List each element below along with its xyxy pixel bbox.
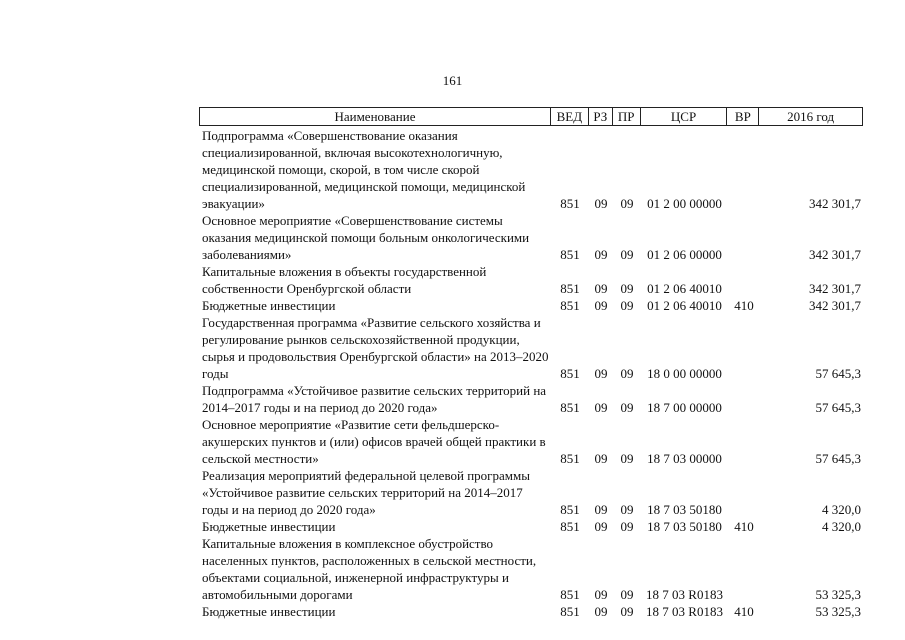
row-amount: 53 325,3 — [815, 604, 861, 619]
header-vr: ВР — [727, 108, 759, 125]
table-row — [199, 416, 863, 467]
row-ved: 851 — [560, 366, 580, 381]
row-ved: 851 — [560, 587, 580, 602]
table-row — [199, 297, 863, 314]
row-name: Бюджетные инвестиции — [202, 604, 336, 619]
table-row — [199, 603, 863, 620]
row-pr: 09 — [620, 604, 634, 619]
row-rz: 09 — [594, 196, 608, 211]
row-csr: 18 7 03 R0183 — [646, 604, 723, 619]
row-rz: 09 — [594, 519, 608, 534]
row-amount: 4 320,0 — [822, 502, 861, 517]
row-amount: 57 645,3 — [815, 451, 861, 466]
row-ved: 851 — [560, 281, 580, 296]
row-amount: 342 301,7 — [809, 281, 861, 296]
table-header — [199, 107, 863, 126]
row-ved: 851 — [560, 451, 580, 466]
row-csr: 01 2 06 40010 — [647, 281, 722, 296]
row-ved: 851 — [560, 298, 580, 313]
row-name: Капитальные вложения в объекты государственной собственности Оренбургской области — [202, 264, 487, 296]
row-ved: 851 — [560, 247, 580, 262]
row-amount: 53 325,3 — [815, 587, 861, 602]
table-row — [199, 382, 863, 416]
table-body — [199, 127, 863, 620]
row-name: Подпрограмма «Совершенствование оказания специализированной, включая высокотехнологичную, медицинской помощи, скорой, в том числе скорой специализированной, медицинской помощи, медицинской эвакуации» — [202, 128, 526, 211]
header-ved: ВЕД — [551, 108, 589, 125]
row-rz: 09 — [594, 451, 608, 466]
row-rz: 09 — [594, 298, 608, 313]
table-row — [199, 212, 863, 263]
row-csr: 18 7 03 50180 — [647, 519, 722, 534]
row-vr: 410 — [734, 519, 754, 534]
row-name: Государственная программа «Развитие сельского хозяйства и регулирование рынков сельскохозяйственной продукции, сырья и продовольствия Оренбургской области» на 2013–2020 годы — [202, 315, 549, 381]
row-ved: 851 — [560, 519, 580, 534]
row-csr: 18 7 00 00000 — [647, 400, 722, 415]
header-amount: 2016 год — [787, 109, 835, 124]
row-rz: 09 — [594, 366, 608, 381]
row-amount: 342 301,7 — [809, 298, 861, 313]
row-pr: 09 — [620, 451, 634, 466]
table-row — [199, 535, 863, 603]
row-csr: 18 0 00 00000 — [647, 366, 722, 381]
row-rz: 09 — [594, 604, 608, 619]
row-pr: 09 — [620, 502, 634, 517]
row-ved: 851 — [560, 400, 580, 415]
row-amount: 57 645,3 — [815, 366, 861, 381]
row-amount: 4 320,0 — [822, 519, 861, 534]
table-row — [199, 314, 863, 382]
row-amount: 57 645,3 — [815, 400, 861, 415]
row-name: Капитальные вложения в комплексное обустройство населенных пунктов, расположенных в сельской местности, объектами социальной, инженерной инфраструктуры и автомобильными дорогами — [202, 536, 537, 602]
header-pr: ПР — [613, 108, 641, 125]
row-pr: 09 — [620, 519, 634, 534]
row-csr: 01 2 06 00000 — [647, 247, 722, 262]
row-name: Реализация мероприятий федеральной целевой программы «Устойчивое развитие сельских территорий на 2014–2017 годы и на период до 2020 года» — [202, 468, 530, 517]
page-number: 161 — [442, 73, 463, 88]
row-csr: 18 7 03 50180 — [647, 502, 722, 517]
row-name: Подпрограмма «Устойчивое развитие сельских территорий на 2014–2017 годы и на период до 2020 года» — [202, 383, 547, 415]
row-csr: 01 2 00 00000 — [647, 196, 722, 211]
row-rz: 09 — [594, 502, 608, 517]
row-ved: 851 — [560, 502, 580, 517]
row-csr: 01 2 06 40010 — [647, 298, 722, 313]
row-amount: 342 301,7 — [809, 196, 861, 211]
table-row — [199, 518, 863, 535]
row-csr: 18 7 03 R0183 — [646, 587, 723, 602]
row-pr: 09 — [620, 298, 634, 313]
row-vr: 410 — [734, 604, 754, 619]
row-rz: 09 — [594, 400, 608, 415]
row-pr: 09 — [620, 247, 634, 262]
row-pr: 09 — [620, 281, 634, 296]
row-name: Основное мероприятие «Совершенствование системы оказания медицинской помощи больным онкологическими заболеваниями» — [202, 213, 530, 262]
row-pr: 09 — [620, 400, 634, 415]
row-csr: 18 7 03 00000 — [647, 451, 722, 466]
row-name: Бюджетные инвестиции — [202, 519, 336, 534]
table-row — [199, 263, 863, 297]
header-csr: ЦСР — [641, 108, 728, 125]
row-amount: 342 301,7 — [809, 247, 861, 262]
row-ved: 851 — [560, 196, 580, 211]
row-rz: 09 — [594, 587, 608, 602]
table-row — [199, 127, 863, 212]
header-name: Наименование — [200, 108, 551, 125]
header-rz: РЗ — [589, 108, 613, 125]
row-pr: 09 — [620, 366, 634, 381]
table-row — [199, 467, 863, 518]
row-rz: 09 — [594, 247, 608, 262]
row-rz: 09 — [594, 281, 608, 296]
row-pr: 09 — [620, 587, 634, 602]
row-name: Основное мероприятие «Развитие сети фельдшерско- акушерских пунктов и (или) офисов врачей общей практики в сельской местности» — [202, 417, 546, 466]
row-vr: 410 — [734, 298, 754, 313]
row-name: Бюджетные инвестиции — [202, 298, 336, 313]
row-ved: 851 — [560, 604, 580, 619]
row-pr: 09 — [620, 196, 634, 211]
